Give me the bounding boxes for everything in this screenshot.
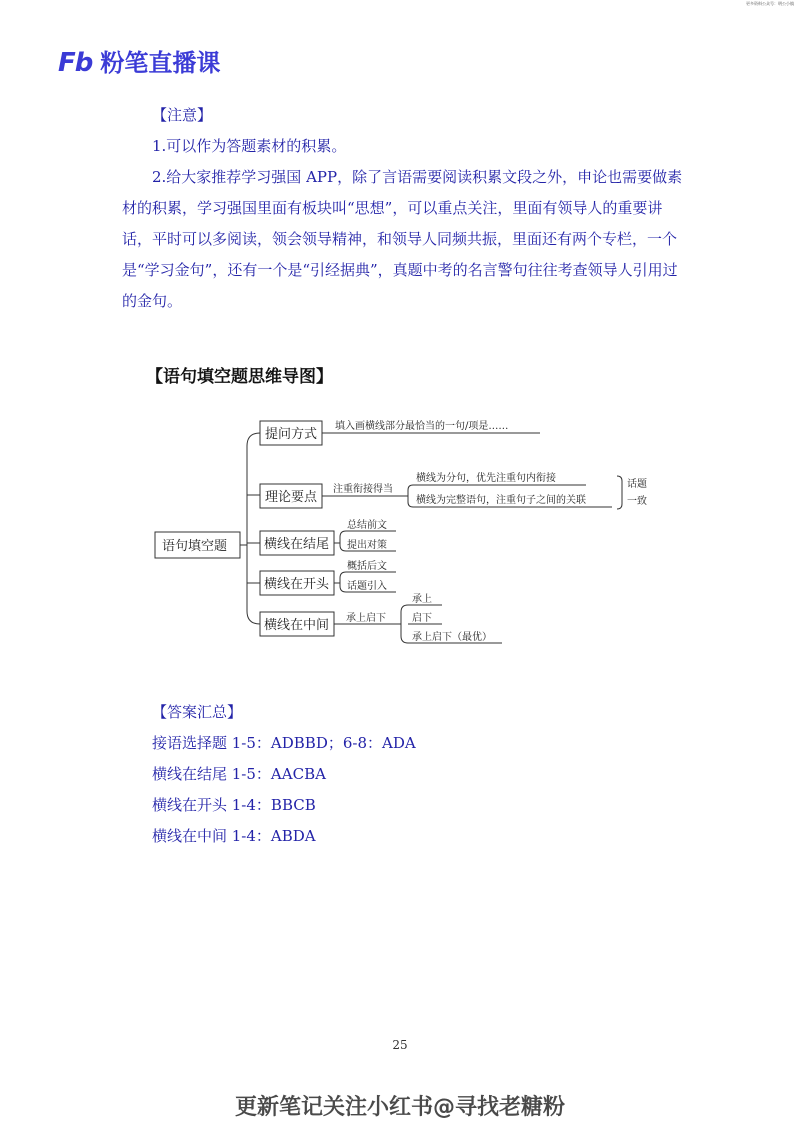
logo-mark: Fb [58, 48, 93, 78]
branch5-sub2: 启下 [412, 613, 432, 624]
brand-logo [58, 50, 220, 76]
branch5-label: 横线在中间 [264, 618, 330, 633]
mindmap-diagram [150, 400, 660, 660]
branch2-sub2: 横线为完整语句，注重句子之间的关联 [416, 495, 586, 506]
branch5-detail: 承上启下 [346, 613, 386, 624]
branch1-label: 提问方式 [265, 427, 318, 442]
answer-line: 横线在中间 1-4：ABDA [152, 827, 316, 845]
branch3-sub1: 总结前文 [347, 520, 387, 531]
page-number: 25 [392, 1038, 408, 1052]
mindmap-title: 【语句填空题思维导图】 [146, 367, 333, 387]
mindmap-root-label: 语句填空题 [162, 539, 228, 554]
branch1-detail: 填入画横线部分最恰当的一句/项是…… [335, 421, 509, 432]
answer-line: 横线在开头 1-4：BBCB [152, 796, 316, 814]
branch3-sub2: 提出对策 [347, 540, 387, 551]
branch2-side2: 一致 [627, 496, 647, 507]
branch2-side1: 话题 [627, 479, 647, 490]
branch5-sub1: 承上 [412, 594, 432, 605]
answer-line: 横线在结尾 1-5：AACBA [152, 765, 326, 783]
branch3-label: 横线在结尾 [264, 537, 330, 552]
answer-line: 接语选择题 1-5：ADBBD；6-8：ADA [152, 734, 416, 752]
notice-item-2: 2.给大家推荐学习强国 APP，除了言语需要阅读积累文段之外，申论也需要做素材的积累，学习强国里面有板块叫“思想”，可以重点关注，里面有领导人的重要讲话，平时可以多阅读，领会领导精神，和领导人同频共振，里面还有两个专栏，一个是“学习金句”，还有一个是“引经据典”，真题中考的名言警句往往考查领导人引用过的金句。 [122, 168, 683, 310]
branch5-sub3: 承上启下（最优） [412, 632, 492, 643]
branch2-sub1: 横线为分句，优先注重句内衔接 [416, 473, 556, 484]
branch2-label: 理论要点 [265, 490, 318, 505]
branch4-label: 横线在开头 [264, 577, 330, 592]
notice-item-1: 1.可以作为答题素材的积累。 [152, 137, 347, 155]
notice-heading: 【注意】 [152, 106, 213, 124]
footer-watermark: 更新笔记关注小红书@寻找老糖粉 [234, 1095, 565, 1120]
answers-heading: 【答案汇总】 [152, 703, 243, 721]
logo-text: 粉笔直播课 [100, 49, 221, 77]
branch2-detail: 注重衔接得当 [333, 484, 393, 495]
branch4-sub1: 概括后文 [347, 561, 387, 572]
branch4-sub2: 话题引入 [347, 581, 387, 592]
header-note: 更多资料公众号：明公小镇 [746, 1, 794, 6]
